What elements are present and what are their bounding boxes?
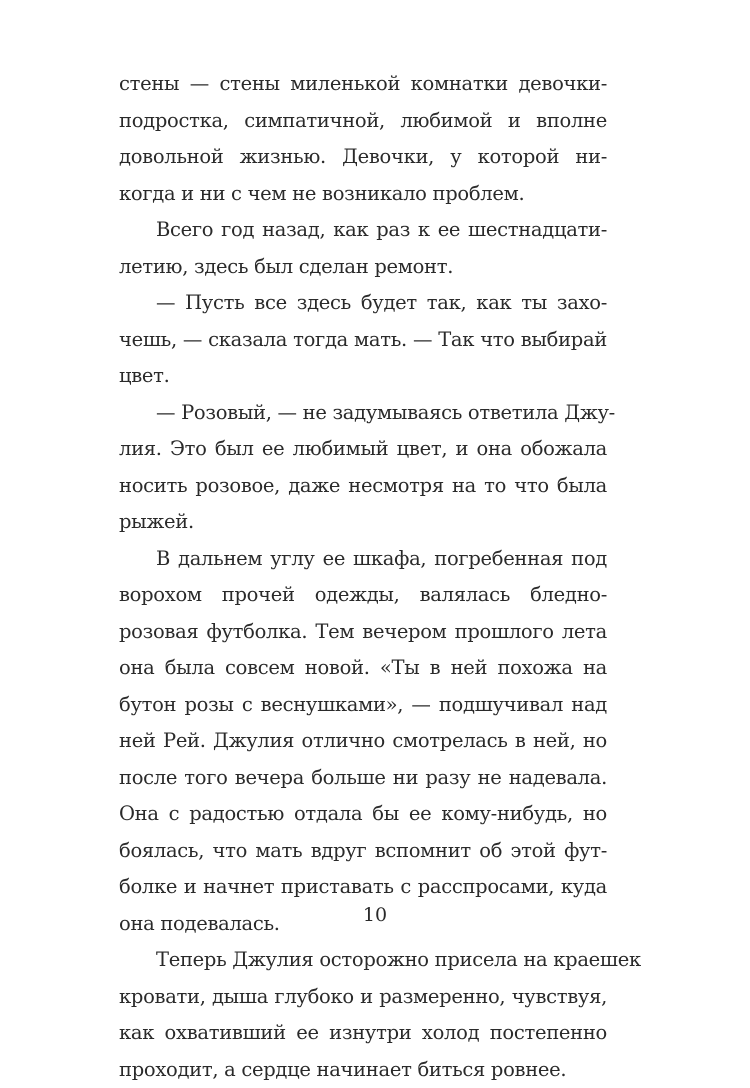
text-line: летию, здесь был сделан ремонт. (119, 249, 607, 286)
text-line: когда и ни с чем не возникало проблем. (119, 176, 607, 213)
text-line: розовая футболка. Тем вечером прошлого лета (119, 614, 607, 651)
text-line: чешь, — сказала тогда мать. — Так что выбирай (119, 322, 607, 359)
text-line: кровати, дыша глубоко и размеренно, чувствуя, (119, 979, 607, 1016)
text-line: подростка, симпатичной, любимой и вполне (119, 103, 607, 140)
paragraph (119, 66, 607, 212)
text-line: она была совсем новой. «Ты в ней похожа на (119, 650, 607, 687)
text-line: проходит, а сердце начинает биться ровнее. (119, 1052, 607, 1088)
paragraph (119, 285, 607, 395)
text-line: стены — стены миленькой комнатки девочки- (119, 66, 607, 103)
text-line: ворохом прочей одежды, валялась бледно- (119, 577, 607, 614)
paragraph (119, 212, 607, 285)
text-line: ней Рей. Джулия отлично смотрелась в ней, но (119, 723, 607, 760)
text-line: как охвативший ее изнутри холод постепенно (119, 1015, 607, 1052)
paragraph (119, 395, 607, 541)
text-line: боялась, что мать вдруг вспомнит об этой фут- (119, 833, 607, 870)
text-line: после того вечера больше ни разу не надевала. (119, 760, 607, 797)
text-line: лия. Это был ее любимый цвет, и она обожала (119, 431, 607, 468)
text-line: носить розовое, даже несмотря на то что была (119, 468, 607, 505)
paragraph (119, 942, 607, 1088)
page-number: 10 (0, 903, 750, 927)
text-line: В дальнем углу ее шкафа, погребенная под (119, 541, 607, 578)
paragraph (119, 541, 607, 943)
text-line: Всего год назад, как раз к ее шестнадцати- (119, 212, 607, 249)
text-line: — Пусть все здесь будет так, как ты захо- (119, 285, 607, 322)
text-line: она подевалась. (119, 906, 607, 943)
text-line: болке и начнет приставать с расспросами, куда (119, 869, 607, 906)
text-line: — Розовый, — не задумываясь ответила Джу- (119, 395, 607, 432)
text-line: Она с радостью отдала бы ее кому-нибудь, но (119, 796, 607, 833)
text-line: цвет. (119, 358, 607, 395)
body-text (119, 66, 607, 1088)
text-line: бутон розы с веснушками», — подшучивал над (119, 687, 607, 724)
text-line: довольной жизнью. Девочки, у которой ни- (119, 139, 607, 176)
text-line: Теперь Джулия осторожно присела на краешек (119, 942, 607, 979)
text-line: рыжей. (119, 504, 607, 541)
